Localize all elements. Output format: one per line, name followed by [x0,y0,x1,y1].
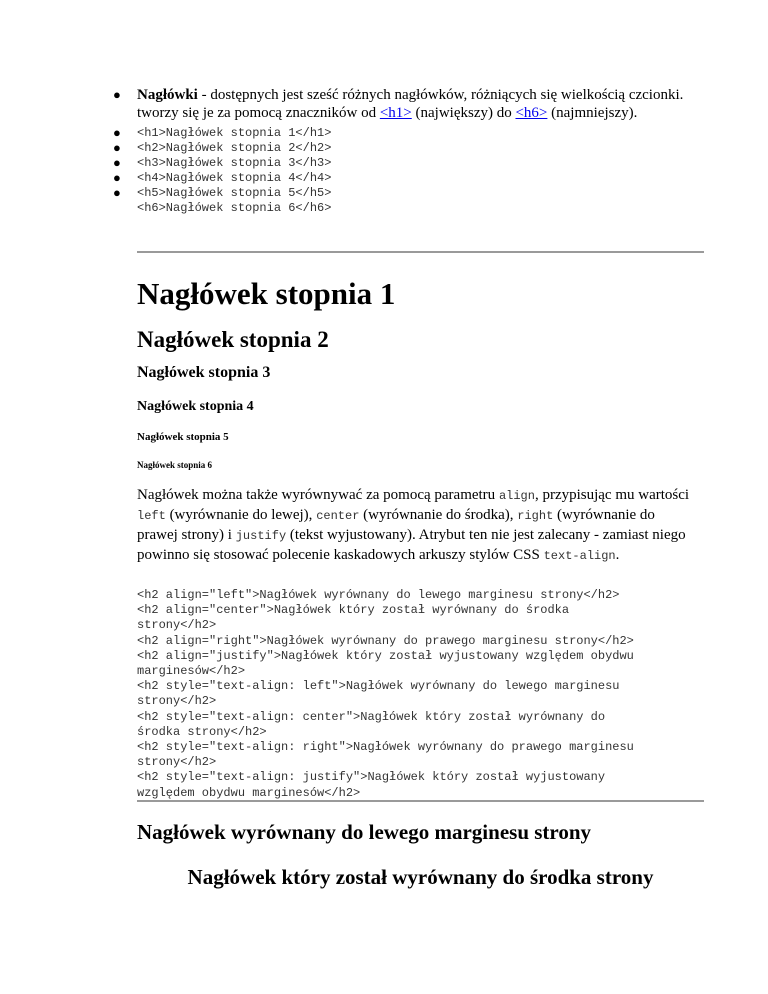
horizontal-rule [137,251,704,253]
heading-level-1: Nagłówek stopnia 1 [137,276,396,311]
intro-text: - dostępnych jest sześć różnych nagłówków, różniących się wielkością czcionki. tworzy się je za pomocą znaczników od [137,87,684,121]
intro-text: (największy) do [411,105,516,121]
center-aligned-heading: Nagłówek który został wyrównany do środka strony [187,865,654,889]
code-block: <h2 align="left">Nagłówek wyrównany do lewego marginesu strony</h2> <h2 align="center">Nagłówek który został wyrównany do środka strony</h2> <h2 align="right">Nagłówek wyrównany do prawego marginesu strony</h2> <h2 align="justify">Nagłówek który został wyjustowany względem obydwu marginesów</h2> <h2 style="text-align: left">Nagłówek wyrównany do lewego marginesu strony</h2> <h2 style="text-align: center">Nagłówek który został wyrównany do środka strony</h2> <h2 style="text-align: right">Nagłówek wyrównany do prawego marginesu strony</h2> <h2 style="text-align: justify">Nagłówek który został wyjustowany względem obydwu marginesów</h2> [137,588,634,800]
paragraph-text: , przypisując mu wartości [534,487,690,503]
bullet-icon: ● [113,126,121,141]
align-paragraph [137,486,697,566]
heading-level-4: Nagłówek stopnia 4 [137,399,254,414]
bullet-icon: ● [113,171,121,186]
bullet-icon: ● [113,141,121,156]
intro-lead: Nagłówki [137,87,198,103]
inline-code: left [137,509,166,523]
intro-text: (najmniejszy). [547,105,638,121]
bullet-list [110,86,690,216]
code-line: <h4>Nagłówek stopnia 4</h4> [137,171,332,185]
heading-level-2: Nagłówek stopnia 2 [137,327,329,352]
heading-level-6: Nagłówek stopnia 6 [137,460,213,470]
bullet-icon: ● [113,156,121,171]
list-item [110,126,690,141]
heading-level-5: Nagłówek stopnia 5 [137,431,229,443]
code-line: <h2>Nagłówek stopnia 2</h2> [137,141,332,155]
inline-code: right [517,509,554,523]
paragraph-text: (tekst wyjustowany). Atrybut ten nie jest zalecany - zamiast niego powinno się stosować polecenie kaskadowych arkuszy stylów CSS [137,527,686,563]
code-line: <h1>Nagłówek stopnia 1</h1> [137,126,332,140]
paragraph-text: Nagłówek można także wyrównywać za pomocą parametru [137,487,499,503]
list-item [110,156,690,171]
list-item [110,171,690,186]
left-aligned-heading: Nagłówek wyrównany do lewego marginesu strony [137,820,592,844]
list-item [110,186,690,216]
link-h1[interactable]: <h1> [379,105,412,121]
list-item [110,86,690,122]
paragraph-text: (wyrównanie do lewej), [165,507,317,523]
heading-level-3: Nagłówek stopnia 3 [137,364,271,381]
inline-code: align [498,489,535,503]
inline-code: justify [235,529,287,543]
code-line: <h5>Nagłówek stopnia 5</h5> [137,186,332,200]
list-item [110,141,690,156]
paragraph-text: (wyrównanie do prawej strony) i [137,507,655,543]
link-h6[interactable]: <h6> [515,105,548,121]
paragraph-text: (wyrównanie do środka), [359,507,518,523]
code-line: <h3>Nagłówek stopnia 3</h3> [137,156,332,170]
code-line: <h6>Nagłówek stopnia 6</h6> [137,201,332,215]
bullet-icon: ● [113,87,121,102]
bullet-icon: ● [113,186,121,201]
horizontal-rule [137,800,704,802]
inline-code: center [316,509,360,523]
paragraph-text: . [615,547,620,563]
inline-code: text-align [543,549,616,563]
